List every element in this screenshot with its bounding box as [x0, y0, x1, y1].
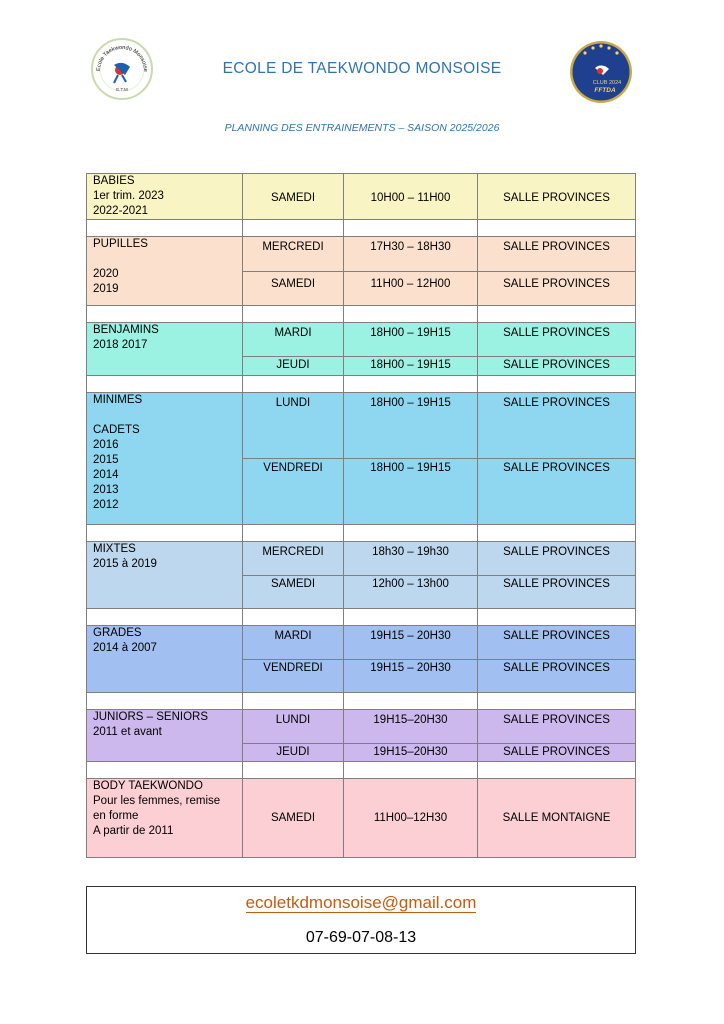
- session-day: MERCREDI: [243, 542, 344, 576]
- table-row: [87, 626, 636, 660]
- badge-club-text: CLUB 2024: [592, 80, 622, 86]
- session-place: SALLE PROVINCES: [478, 576, 636, 609]
- session-place: SALLE PROVINCES: [478, 357, 636, 376]
- session-day: VENDREDI: [243, 660, 344, 693]
- group-label: BODY TAEKWONDO Pour les femmes, remise en forme A partir de 2011: [87, 779, 243, 858]
- session-time: 11H00–12H30: [344, 779, 478, 858]
- session-place: SALLE PROVINCES: [478, 393, 636, 459]
- logo-ring-text: Ecole Taekwondo Monsoise: [95, 44, 149, 72]
- spacer-row: [87, 376, 636, 393]
- spacer-row: [87, 609, 636, 626]
- badge-brand-text: FFTDA: [594, 87, 616, 94]
- session-day: SAMEDI: [243, 174, 344, 220]
- session-time: 18H00 – 19H15: [344, 357, 478, 376]
- group-label: MIXTES 2015 à 2019: [87, 542, 243, 609]
- table-row: [87, 323, 636, 357]
- session-time: 12h00 – 13h00: [344, 576, 478, 609]
- session-place: SALLE PROVINCES: [478, 710, 636, 744]
- spacer-row: [87, 693, 636, 710]
- table-row: [87, 779, 636, 858]
- spacer-row: [87, 525, 636, 542]
- session-place: SALLE PROVINCES: [478, 626, 636, 660]
- session-day: MARDI: [243, 626, 344, 660]
- logo-etm-text: E.T.M: [116, 87, 128, 92]
- page-subtitle: PLANNING DES ENTRAINEMENTS – SAISON 2025/2026: [224, 122, 500, 134]
- session-place: SALLE PROVINCES: [478, 542, 636, 576]
- group-label: BABIES 1er trim. 2023 2022-2021: [87, 174, 243, 220]
- session-time: 18H00 – 19H15: [344, 459, 478, 525]
- phone-number: 07-69-07-08-13: [305, 929, 417, 946]
- session-time: 19H15 – 20H30: [344, 626, 478, 660]
- session-time: 19H15 – 20H30: [344, 660, 478, 693]
- session-day: JEUDI: [243, 744, 344, 762]
- table-row: [87, 393, 636, 459]
- page-title: ECOLE DE TAEKWONDO MONSOISE: [222, 60, 502, 77]
- group-label: GRADES 2014 à 2007: [87, 626, 243, 693]
- session-place: SALLE MONTAIGNE: [478, 779, 636, 858]
- table-row: [87, 237, 636, 272]
- session-day: SAMEDI: [243, 779, 344, 858]
- spacer-row: [87, 220, 636, 237]
- training-schedule-table: [86, 173, 636, 858]
- session-day: SAMEDI: [243, 272, 344, 306]
- session-time: 19H15–20H30: [344, 744, 478, 762]
- session-place: SALLE PROVINCES: [478, 323, 636, 357]
- table-row: [87, 710, 636, 744]
- session-place: SALLE PROVINCES: [478, 272, 636, 306]
- email-link[interactable]: ecoletkdmonsoise@gmail.com: [245, 893, 477, 912]
- session-day: LUNDI: [243, 393, 344, 459]
- table-row: [87, 542, 636, 576]
- session-time: 18H00 – 19H15: [344, 393, 478, 459]
- session-day: MARDI: [243, 323, 344, 357]
- session-time: 19H15–20H30: [344, 710, 478, 744]
- contact-box: [86, 886, 636, 954]
- session-day: VENDREDI: [243, 459, 344, 525]
- session-day: MERCREDI: [243, 237, 344, 272]
- spacer-row: [87, 306, 636, 323]
- session-day: SAMEDI: [243, 576, 344, 609]
- session-time: 11H00 – 12H00: [344, 272, 478, 306]
- session-place: SALLE PROVINCES: [478, 174, 636, 220]
- group-label: JUNIORS – SENIORS 2011 et avant: [87, 710, 243, 762]
- session-time: 18h30 – 19h30: [344, 542, 478, 576]
- session-place: SALLE PROVINCES: [478, 237, 636, 272]
- group-label: MINIMES CADETS 2016 2015 2014 2013 2012: [87, 393, 243, 525]
- session-time: 18H00 – 19H15: [344, 323, 478, 357]
- group-label: BENJAMINS 2018 2017: [87, 323, 243, 376]
- session-time: 10H00 – 11H00: [344, 174, 478, 220]
- session-day: LUNDI: [243, 710, 344, 744]
- table-row: [87, 174, 636, 220]
- group-label: PUPILLES 2020 2019: [87, 237, 243, 306]
- session-day: JEUDI: [243, 357, 344, 376]
- spacer-row: [87, 762, 636, 779]
- session-place: SALLE PROVINCES: [478, 660, 636, 693]
- session-time: 17H30 – 18H30: [344, 237, 478, 272]
- session-place: SALLE PROVINCES: [478, 459, 636, 525]
- session-place: SALLE PROVINCES: [478, 744, 636, 762]
